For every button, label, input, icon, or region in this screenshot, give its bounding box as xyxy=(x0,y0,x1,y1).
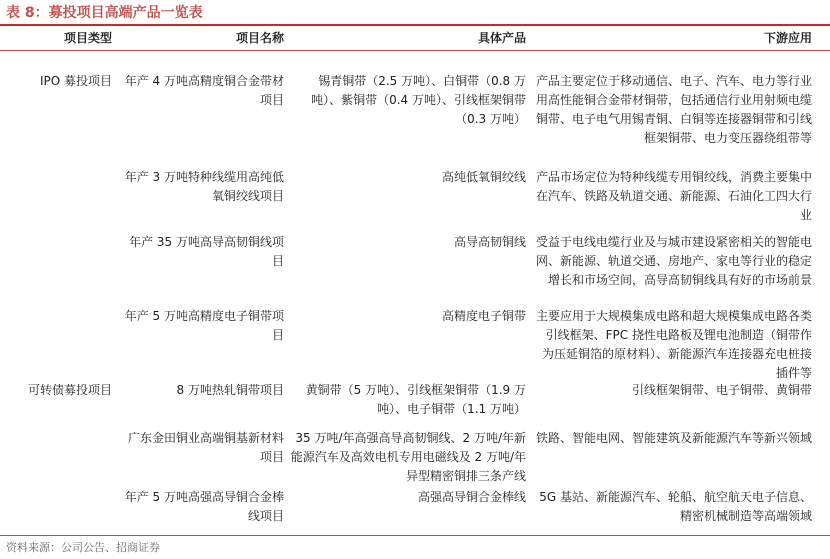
cell-project-name: 广东金田铜业高端铜基新材料项目 xyxy=(127,431,284,464)
cell-project-type: 可转债募投项目 xyxy=(27,383,112,397)
cell-product: 35 万吨/年高强高导高韧铜线、2 万吨/年新能源汽车及高效电机专用电磁线及 2 万吨/年异型精密铜排三条产线 xyxy=(290,431,526,483)
cell-project-name: 年产 35 万吨高导高韧铜线项目 xyxy=(129,235,284,268)
cell-product: 高导高韧铜线 xyxy=(453,235,526,249)
source-note: 资料来源：公司公告、招商证券 xyxy=(6,541,160,554)
header-application: 下游应用 xyxy=(763,31,812,45)
header-project-type: 项目类型 xyxy=(63,31,112,45)
cell-application: 受益于电线电缆行业及与城市建设紧密相关的智能电网、新能源、轨道交通、房地产、家电等行业的稳定增长和市场空间，高导高韧铜线具有好的市场前景 xyxy=(535,235,812,287)
cell-product: 高强高导铜合金棒线 xyxy=(417,490,526,504)
cell-application: 产品市场定位为特种线缆专用铜绞线，消费主要集中在汽车、铁路及轨道交通、新能源、石油化工四大行业 xyxy=(535,170,812,222)
cell-project-name: 年产 4 万吨高精度铜合金带材项目 xyxy=(124,74,284,107)
cell-application: 铁路、智能电网、智能建筑及新能源汽车等新兴领域 xyxy=(535,431,812,445)
header-project-name: 项目名称 xyxy=(235,31,284,45)
header-rule xyxy=(0,50,830,51)
cell-application: 5G 基站、新能源汽车、轮船、航空航天电子信息、精密机械制造等高端领域 xyxy=(539,490,812,523)
cell-product: 高精度电子铜带 xyxy=(441,309,526,323)
cell-project-name: 年产 5 万吨高强高导铜合金棒线项目 xyxy=(124,490,284,523)
cell-project-type: IPO 募投项目 xyxy=(39,74,112,88)
header-product: 具体产品 xyxy=(477,31,526,45)
top-rule xyxy=(0,24,830,26)
cell-product: 锡青铜带（2.5 万吨）、白铜带（0.8 万吨）、紫铜带（0.4 万吨）、引线框架铜带（0.3 万吨） xyxy=(311,74,526,126)
cell-application: 引线框架铜带、电子铜带、黄铜带 xyxy=(631,383,812,397)
cell-project-name: 8 万吨热轧铜带项目 xyxy=(176,383,284,397)
cell-application: 主要应用于大规模集成电路和超大规模集成电路各类引线框架、FPC 挠性电路板及锂电池制造（铜带作为压延铜箔的原材料）、新能源汽车连接器充电桩接插件等 xyxy=(535,309,812,380)
bottom-rule xyxy=(0,535,830,536)
cell-product: 黄铜带（5 万吨）、引线框架铜带（1.9 万吨）、电子铜带（1.1 万吨） xyxy=(305,383,526,416)
cell-product: 高纯低氧铜绞线 xyxy=(441,170,526,184)
table-title: 表 8：募投项目高端产品一览表 xyxy=(6,5,203,21)
cell-project-name: 年产 3 万吨特种线缆用高纯低氧铜绞线项目 xyxy=(124,170,284,203)
cell-project-name: 年产 5 万吨高精度电子铜带项目 xyxy=(124,309,284,342)
table-header xyxy=(0,27,830,49)
cell-application: 产品主要定位于移动通信、电子、汽车、电力等行业用高性能铜合金带材铜带，包括通信行业用射频电缆铜带、电子电气用锡青铜、白铜等连接器铜带和引线框架铜带、电力变压器绕组带等 xyxy=(535,74,812,145)
